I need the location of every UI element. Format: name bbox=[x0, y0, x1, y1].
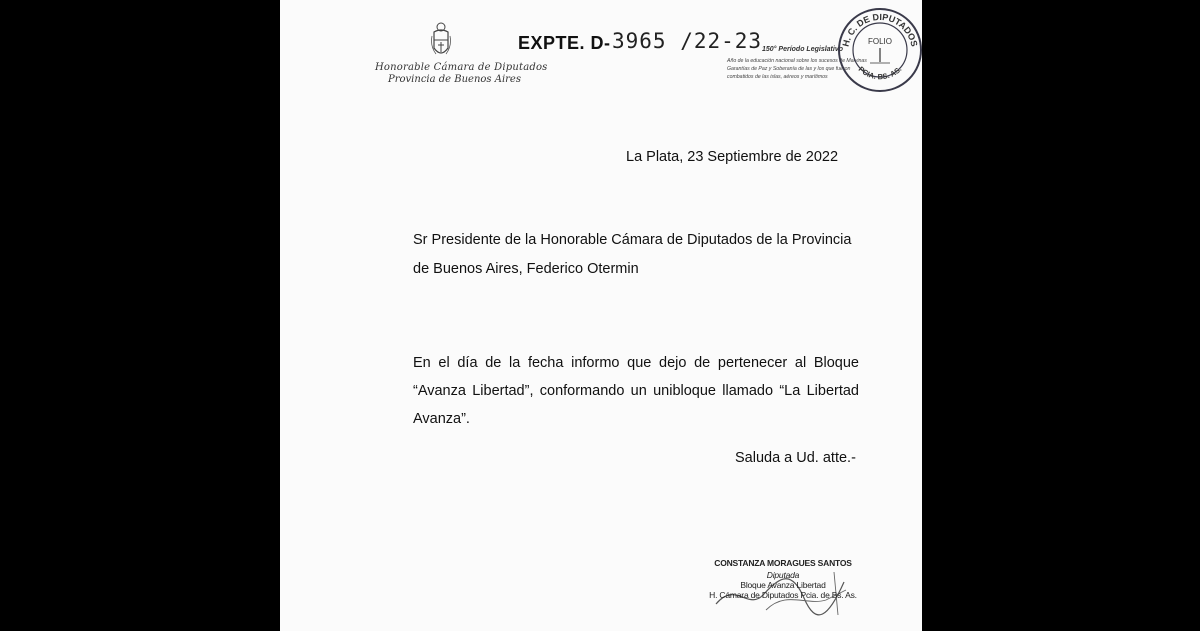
institution-province: Provincia de Buenos Aires bbox=[388, 74, 521, 85]
signatory-role: Diputada bbox=[766, 570, 800, 580]
expte-number: 3965 /22-23 bbox=[612, 29, 763, 53]
coat-of-arms-icon bbox=[430, 22, 452, 60]
letter-addressee bbox=[413, 226, 859, 284]
addressee-line: Sr Presidente de la Honorable Cámara de Diputados de la Provincia bbox=[413, 232, 852, 248]
signatory-bloc: Bloque Avanza Libertad bbox=[740, 580, 826, 590]
motto-line: Año de la educación nacional sobre los sucesos de Malvinas bbox=[727, 58, 867, 64]
motto-line: Garantías de Paz y Soberanía de las y los que fueron bbox=[727, 66, 851, 72]
addressee-line: de Buenos Aires, Federico Otermin bbox=[413, 261, 639, 277]
letter-body: En el día de la fecha informo que dejo de pertenecer al Bloque “Avanza Libertad”, conformando un unibloque llamado “La Libertad Avanza”. bbox=[413, 355, 859, 427]
folio-stamp bbox=[836, 6, 922, 94]
letter-date: La Plata, 23 Septiembre de 2022 bbox=[626, 149, 839, 165]
expte-label: EXPTE. D- bbox=[518, 33, 611, 53]
signatory-name: CONSTANZA MORAGUES SANTOS bbox=[714, 558, 852, 568]
legislative-period: 150° Período Legislativo bbox=[762, 46, 843, 53]
stamp-bottom-text: PCIA. BS. AS. bbox=[856, 64, 904, 82]
institution-name: Honorable Cámara de Diputados bbox=[375, 62, 548, 73]
stamp-top-text: H. C. DE DIPUTADOS bbox=[840, 11, 920, 48]
motto-line: combatidos de las islas, aéreos y marítimos bbox=[727, 74, 828, 80]
stamp-folio-text: FOLIO bbox=[867, 37, 893, 46]
signatory-chamber: H. Cámara de Diputados Pcia. de Bs. As. bbox=[709, 590, 857, 600]
letter-closing: Saluda a Ud. atte.- bbox=[735, 450, 856, 466]
document-page bbox=[280, 0, 922, 631]
